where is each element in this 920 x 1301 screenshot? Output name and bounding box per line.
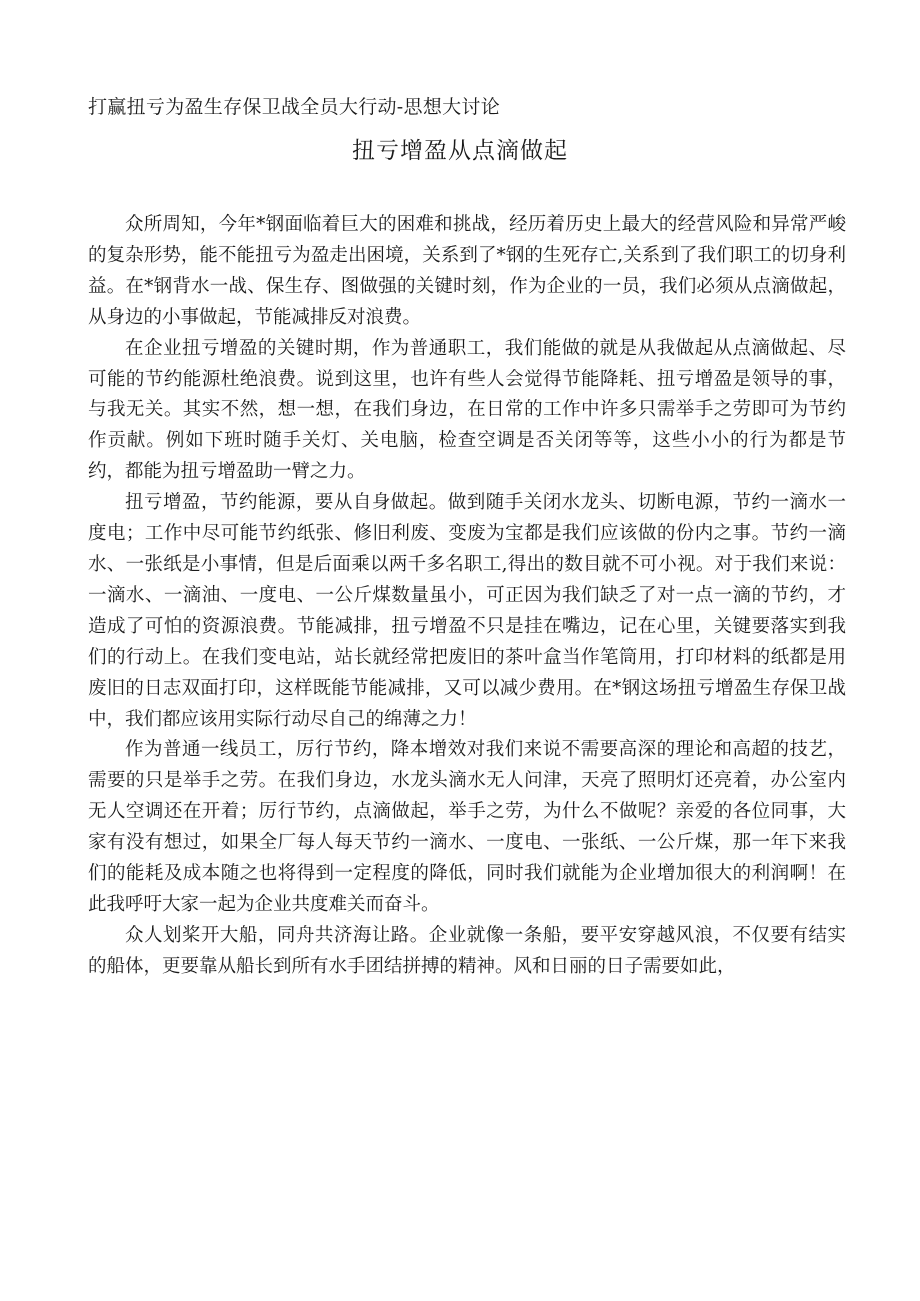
document-body bbox=[88, 210, 846, 983]
paragraph-2: 在企业扭亏增盈的关键时期，作为普通职工，我们能做的就是从我做起从点滴做起、尽可能的节约能源杜绝浪费。说到这里，也许有些人会觉得节能降耗、扭亏增盈是领导的事，与我无关。其实不然，想一想，在我们身边，在日常的工作中许多只需举手之劳即可为节约作贡献。例如下班时随手关灯、关电脑，检查空调是否关闭等等，这些小小的行为都是节约，都能为扭亏增盈助一臂之力。 bbox=[88, 337, 846, 483]
paragraph-3: 扭亏增盈，节约能源，要从自身做起。做到随手关闭水龙头、切断电源，节约一滴水一度电；工作中尽可能节约纸张、修旧利废、变废为宝都是我们应该做的份内之事。节约一滴水、一张纸是小事情，但是后面乘以两千多名职工,得出的数目就不可小视。对于我们来说：一滴水、一滴油、一度电、一公斤煤数量虽小，可正因为我们缺乏了对一点一滴的节约，才造成了可怕的资源浪费。节能减排，扭亏增盈不只是挂在嘴边，记在心里，关键要落实到我们的行动上。在我们变电站，站长就经常把废旧的茶叶盒当作笔筒用，打印材料的纸都是用废旧的日志双面打印，这样既能节能减排，又可以减少费用。在*钢这场扭亏增盈生存保卫战中，我们都应该用实际行动尽自己的绵薄之力！ bbox=[88, 492, 846, 730]
document-title: 扭亏增盈从点滴做起 bbox=[352, 138, 568, 164]
paragraph-5: 众人划桨开大船，同舟共济海让路。企业就像一条船，要平安穿越风浪，不仅要有结实的船体，更要靠从船长到所有水手团结拼搏的精神。风和日丽的日子需要如此， bbox=[88, 924, 846, 977]
paragraph-4: 作为普通一线员工，厉行节约，降本增效对我们来说不需要高深的理论和高超的技艺，需要的只是举手之劳。在我们身边，水龙头滴水无人问津，天亮了照明灯还亮着，办公室内无人空调还在开着；厉行节约，点滴做起，举手之劳，为什么不做呢？亲爱的各位同事，大家有没有想过，如果全厂每人每天节约一滴水、一度电、一张纸、一公斤煤，那一年下来我们的能耗及成本随之也将得到一定程度的降低，同时我们就能为企业增加很大的利润啊！在此我呼吁大家一起为企业共度难关而奋斗。 bbox=[88, 739, 846, 915]
document-header: 打赢扭亏为盈生存保卫战全员大行动-思想大讨论 bbox=[88, 96, 501, 118]
paragraph-1: 众所周知，今年*钢面临着巨大的困难和挑战，经历着历史上最大的经营风险和异常严峻的复杂形势，能不能扭亏为盈走出困境，关系到了*钢的生死存亡,关系到了我们职工的切身利益。在*钢背水一战、保生存、图做强的关键时刻，作为企业的一员，我们必须从点滴做起，从身边的小事做起，节能减排反对浪费。 bbox=[88, 214, 846, 328]
